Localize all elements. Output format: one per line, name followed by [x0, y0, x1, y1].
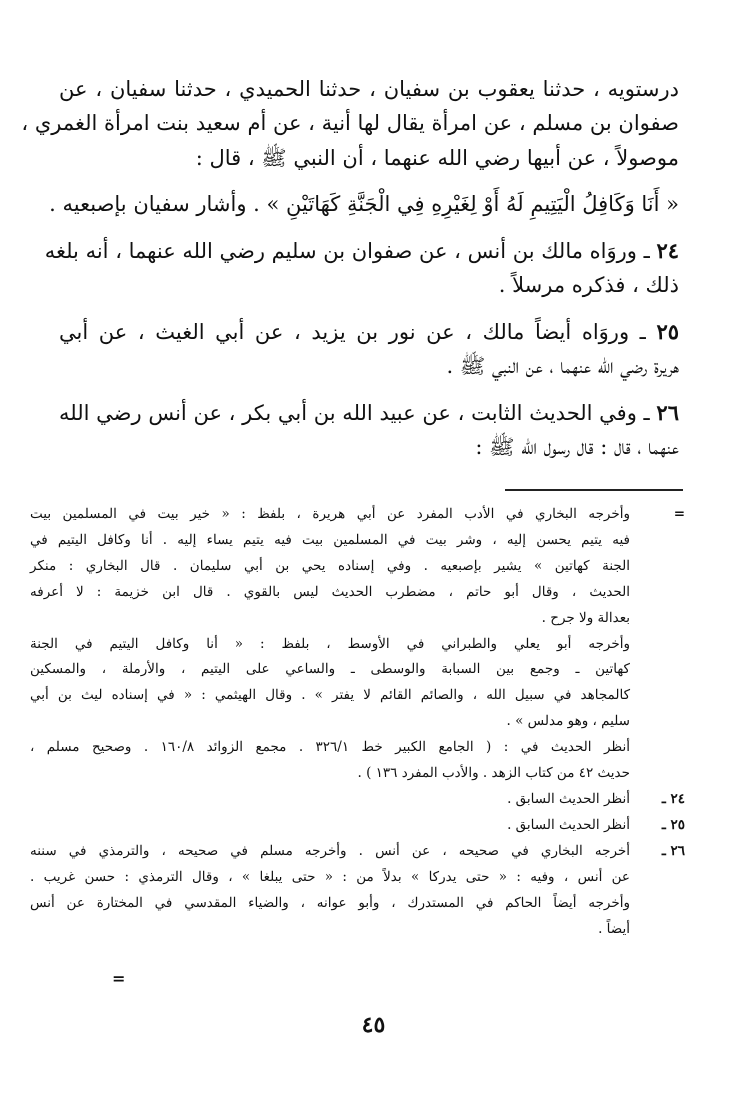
text-line: هريرة رضي الله عنهما ، عن النبي ﷺ . — [446, 354, 679, 379]
footnote-line: سليم ، وهو مدلس » . — [506, 713, 630, 730]
text-line: صفوان بن مسلم ، عن امرأة يقال لها أنية ، عن أم سعيد بنت امرأة الغمري ، — [21, 111, 679, 136]
main-text — [21, 72, 680, 476]
footnote-line: أنظر الحديث في : ( الجامع الكبير خط ٣٢٦/١ . مجمع الزوائد ١٦٠/٨ . وصحيح مسلم ، — [30, 739, 630, 756]
footnote-number: ٢٤ ـ — [661, 790, 685, 807]
paragraph-number: ٢٦ — [656, 399, 679, 425]
footnote-line: أيضاً . — [598, 920, 630, 937]
paragraph-25 — [59, 315, 679, 384]
text-line — [59, 315, 679, 349]
footnote-24 — [30, 787, 685, 813]
footnote-block-2 — [30, 632, 630, 736]
footnote-line: بعدالة ولا جرح . — [541, 609, 630, 626]
text-line: موصولاً ، عن أبيها رضي الله عنهما ، أن النبي ﷺ ، قال : — [195, 145, 679, 170]
footnote-block-3 — [30, 735, 630, 787]
footnote-line: وأخرجه أيضاً الحاكم في المستدرك ، وأبو عوانه ، والضياء المقدسي في المختارة عن أنس — [30, 894, 630, 911]
footnote-body — [30, 839, 630, 943]
footnote-number: ٢٥ ـ — [661, 816, 685, 833]
text-line: ذلك ، فذكره مرسلاً . — [498, 273, 679, 298]
paragraph-24 — [44, 234, 679, 303]
footnote-line: وأخرجه البخاري في الأدب المفرد عن أبي هريرة ، بلفظ : « خير بيت في المسلمين بيت — [30, 506, 630, 522]
text-line: عنهما ، قال : قال رسول الله ﷺ : — [475, 434, 679, 459]
footnote-26 — [30, 839, 685, 943]
footnote-line: حديث ٤٢ من كتاب الزهد . والأدب المفرد ١٣٦ ) . — [357, 765, 630, 782]
text-line — [59, 396, 679, 430]
footnote-line: وأخرجه أبو يعلي والطبراني في الأوسط ، بلفظ : « أنا وكافل اليتيم في الجنة — [30, 635, 630, 652]
text-line — [44, 234, 679, 268]
hadith-text — [49, 187, 679, 221]
line-text: ـ وفي الحديث الثابت ، عن عبيد الله بن أبي بكر ، عن أنس رضي الله — [59, 400, 650, 425]
paragraph-chain — [21, 72, 680, 175]
continuation-mark: = — [673, 506, 685, 522]
paragraph-number: ٢٥ — [656, 318, 679, 344]
footnote-line: عن أنس ، وفيه : « حتى يدركا » بدلاً من : « حتى يبلغا » ، وقال الترمذي : حسن غريب . — [30, 868, 630, 885]
text-line: درستويه ، حدثنا يعقوب بن سفيان ، حدثنا الحميدي ، حدثنا سفيان ، عن — [59, 77, 680, 101]
continuation-mark-end: = — [112, 969, 126, 988]
footnote-line: كالمجاهد في سبيل الله ، والصائم القائم لا يفتر » . وقال الهيثمي : « في إسناده ليث بن أبي — [30, 687, 630, 704]
footnote-line: الجنة كهاتين » يشير بإصبعيه . وفي إسناده يحي بن أبي سليمان . قال البخاري : منكر — [30, 557, 630, 574]
footnote-25 — [30, 813, 685, 839]
footnote-text: أنظر الحديث السابق . — [507, 816, 630, 833]
footnotes — [30, 502, 685, 942]
line-text: ـ وروَاه أيضاً مالك ، عن نور بن يزيد ، عن أبي الغيث ، عن أبي — [59, 319, 646, 344]
footnote-line: فيه يتيم يحسن إليه ، وشر بيت في المسلمين بيت فيه يتيم يساء إليه . أنا وكافل اليتيم في — [30, 531, 630, 548]
footnote-line: كهاتين ـ وجمع بين السبابة والوسطى ـ والساعي على اليتيم ، والأرملة ، والمسكين — [30, 661, 630, 678]
footnote-line: أخرجه البخاري في صحيحه ، عن أنس . وأخرجه مسلم في صحيحه ، والترمذي في سننه — [30, 842, 630, 859]
footnote-block-1 — [30, 502, 685, 632]
line-text: ـ وروَاه مالك بن أنس ، عن صفوان بن سليم رضي الله عنهما ، أنه بلغه — [44, 238, 650, 263]
footnote-divider — [505, 489, 683, 491]
page-number: ٤٥ — [361, 1012, 386, 1038]
footnote-body — [30, 502, 630, 632]
footnote-text: أنظر الحديث السابق . — [507, 790, 630, 807]
paragraph-number: ٢٤ — [656, 237, 679, 263]
footnote-line: الحديث ، وقال أبو حاتم ، مضطرب الحديث ليس بالقوي . قال ابن خزيمة : لا أعرفه — [30, 583, 630, 600]
paragraph-26 — [59, 396, 679, 465]
hadith-line: « أَنَا وَكَافِلُ الْيَتِيمِ لَهُ أَوْ لِغَيْرِهِ فِي الْجَنَّةِ كَهَاتَيْنِ » . وأشار سفيان بإصبعيه . — [49, 192, 679, 217]
footnote-number: ٢٦ ـ — [661, 842, 685, 859]
